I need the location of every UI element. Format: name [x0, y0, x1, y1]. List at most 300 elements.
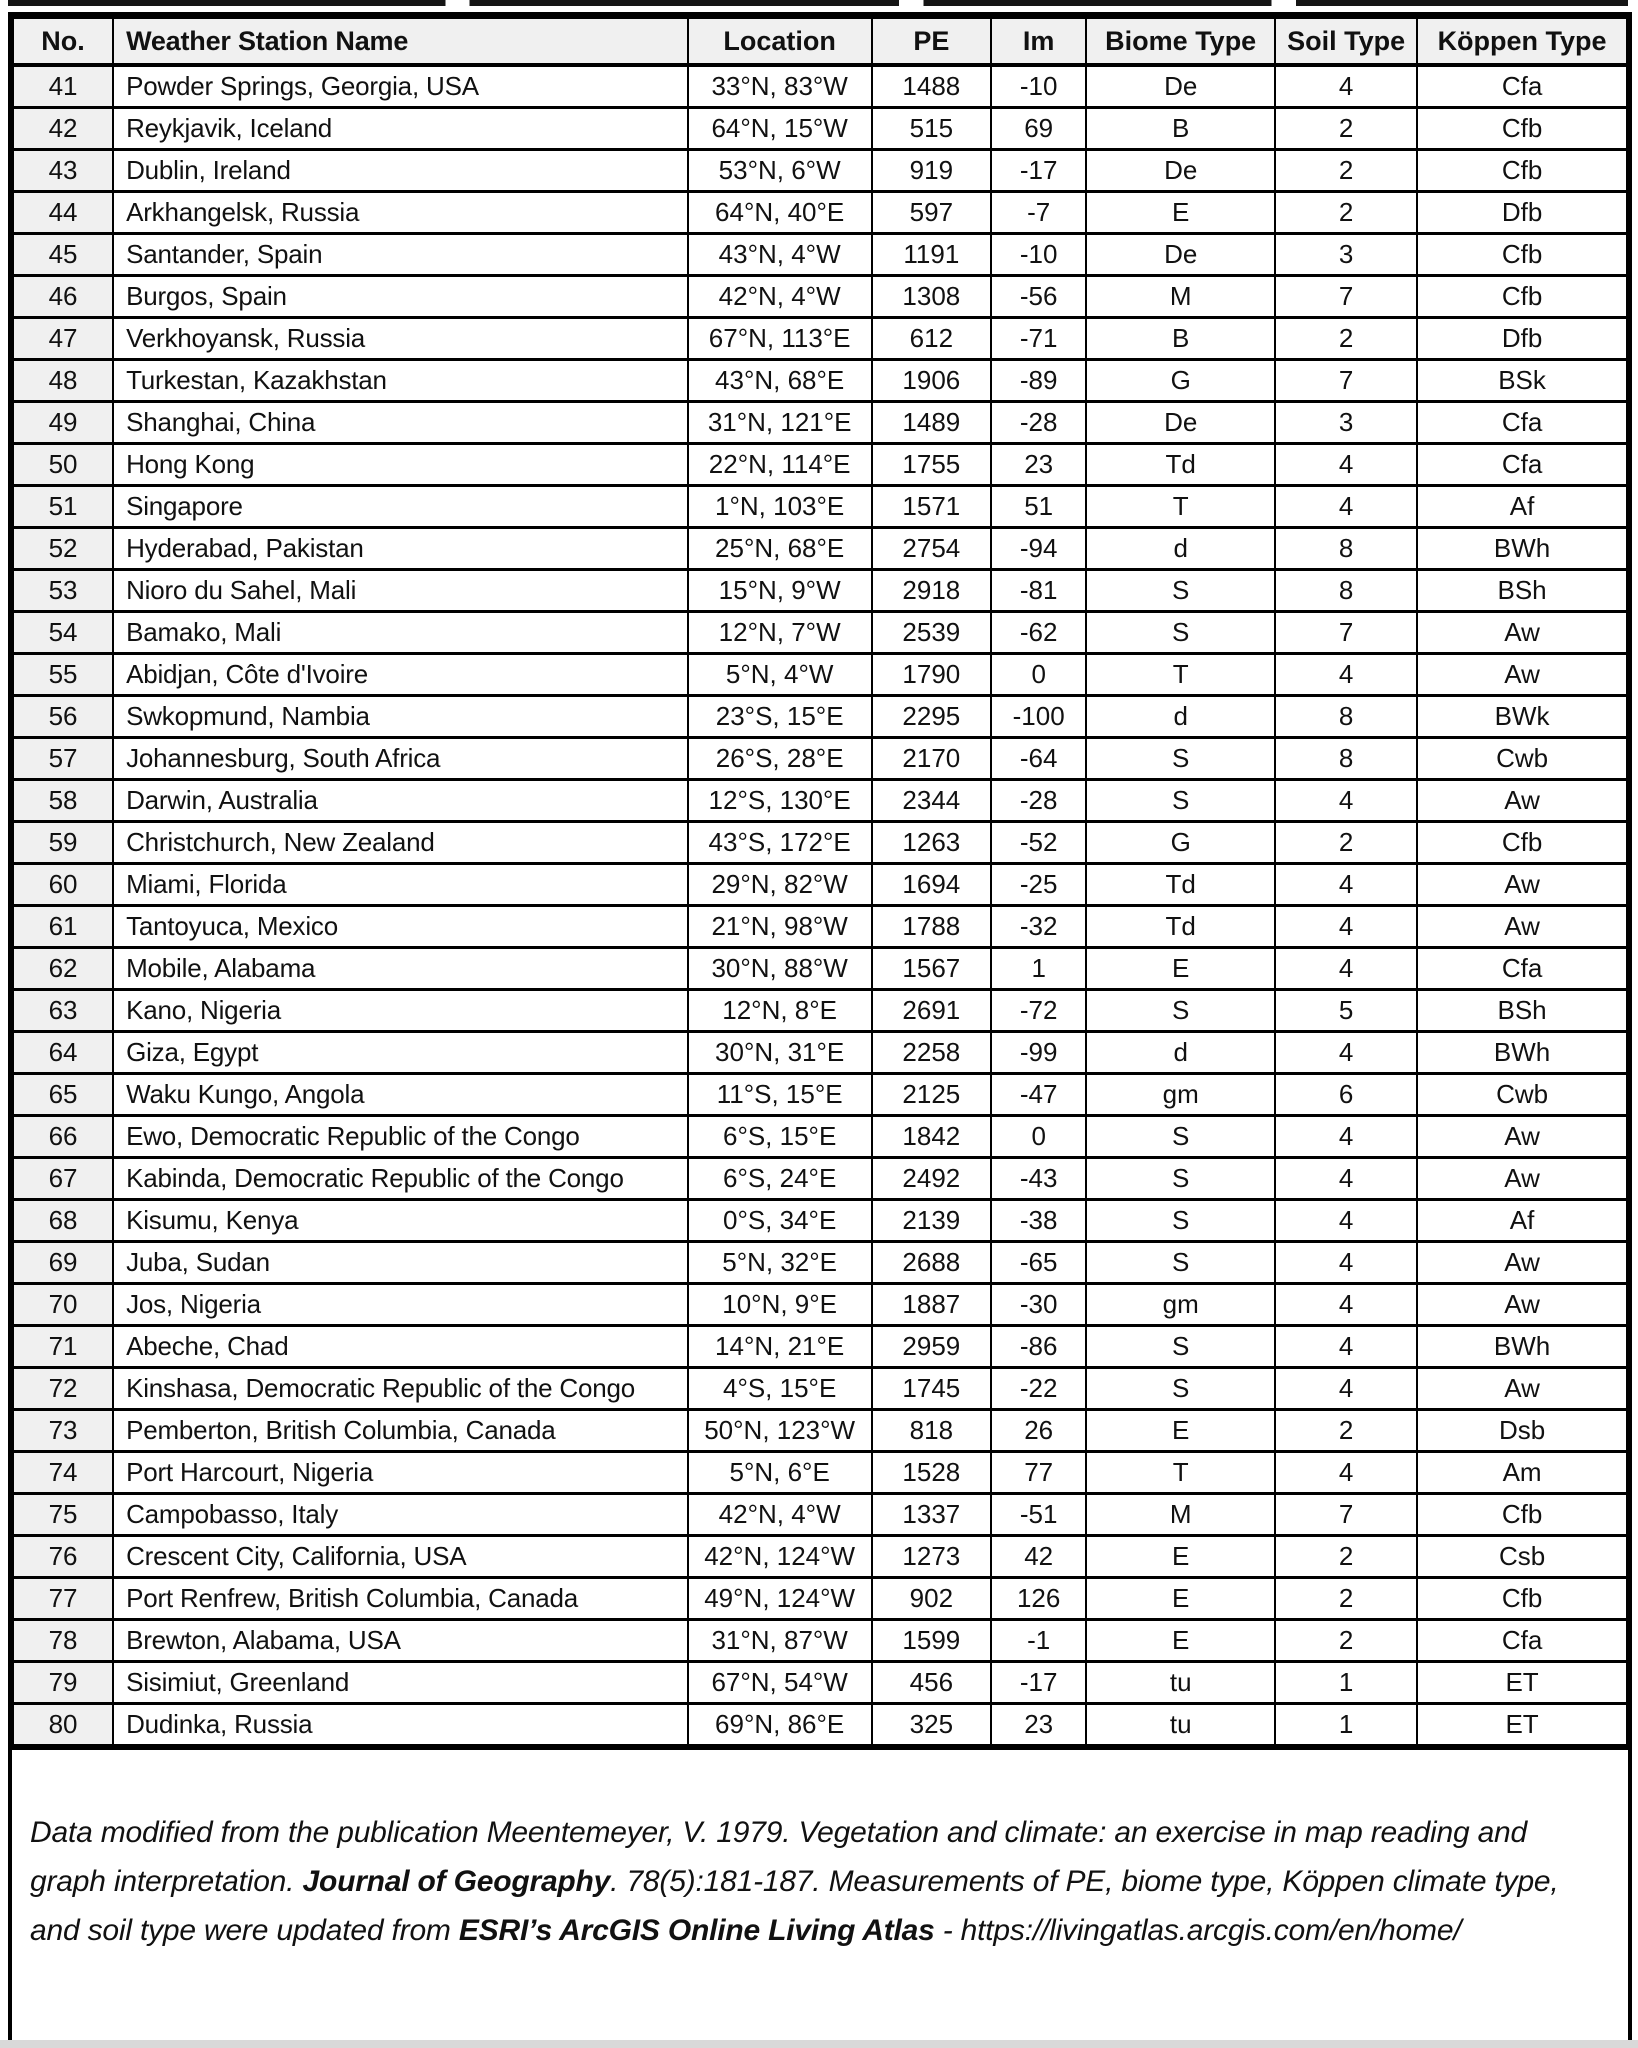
cell-row-number: 48	[13, 360, 113, 402]
cell-pe: 1887	[872, 1284, 991, 1326]
cell-koppen-type: Cfb	[1417, 822, 1627, 864]
cell-koppen-type: Cfa	[1417, 444, 1627, 486]
cell-soil-type: 8	[1275, 570, 1417, 612]
cell-soil-type: 4	[1275, 65, 1417, 108]
cell-soil-type: 4	[1275, 1032, 1417, 1074]
cell-location: 25°N, 68°E	[688, 528, 872, 570]
table-row	[13, 738, 1627, 780]
cell-biome-type: G	[1086, 360, 1275, 402]
table-body	[13, 65, 1627, 1746]
table-row	[13, 1032, 1627, 1074]
cell-koppen-type: BWh	[1417, 528, 1627, 570]
cell-koppen-type: Cfa	[1417, 948, 1627, 990]
cell-location: 33°N, 83°W	[688, 65, 872, 108]
cell-biome-type: S	[1086, 1326, 1275, 1368]
cell-koppen-type: Dfb	[1417, 318, 1627, 360]
table-row	[13, 696, 1627, 738]
cell-biome-type: E	[1086, 1410, 1275, 1452]
cell-row-number: 67	[13, 1158, 113, 1200]
cell-location: 10°N, 9°E	[688, 1284, 872, 1326]
cell-soil-type: 8	[1275, 528, 1417, 570]
cell-pe: 1191	[872, 234, 991, 276]
cell-koppen-type: Cwb	[1417, 1074, 1627, 1116]
cell-location: 53°N, 6°W	[688, 150, 872, 192]
cell-station-name: Juba, Sudan	[113, 1242, 688, 1284]
table-row	[13, 1242, 1627, 1284]
cell-location: 43°N, 68°E	[688, 360, 872, 402]
cell-location: 50°N, 123°W	[688, 1410, 872, 1452]
cell-location: 43°N, 4°W	[688, 234, 872, 276]
cell-im: -56	[991, 276, 1086, 318]
cell-biome-type: Td	[1086, 864, 1275, 906]
table-row	[13, 864, 1627, 906]
cell-location: 14°N, 21°E	[688, 1326, 872, 1368]
cell-location: 4°S, 15°E	[688, 1368, 872, 1410]
cell-location: 42°N, 124°W	[688, 1536, 872, 1578]
cell-soil-type: 7	[1275, 276, 1417, 318]
cell-im: -71	[991, 318, 1086, 360]
cell-pe: 1755	[872, 444, 991, 486]
cell-station-name: Verkhoyansk, Russia	[113, 318, 688, 360]
cell-pe: 1745	[872, 1368, 991, 1410]
cell-location: 12°S, 130°E	[688, 780, 872, 822]
cell-koppen-type: ET	[1417, 1704, 1627, 1746]
cell-station-name: Kinshasa, Democratic Republic of the Congo	[113, 1368, 688, 1410]
cell-koppen-type: Cwb	[1417, 738, 1627, 780]
table-row	[13, 1536, 1627, 1578]
cell-im: -28	[991, 780, 1086, 822]
cell-soil-type: 4	[1275, 780, 1417, 822]
cell-station-name: Kano, Nigeria	[113, 990, 688, 1032]
cell-station-name: Miami, Florida	[113, 864, 688, 906]
table-row	[13, 654, 1627, 696]
table-row	[13, 1494, 1627, 1536]
cell-pe: 1906	[872, 360, 991, 402]
cell-biome-type: De	[1086, 234, 1275, 276]
weather-station-table	[12, 16, 1628, 1747]
cell-pe: 2691	[872, 990, 991, 1032]
cell-station-name: Shanghai, China	[113, 402, 688, 444]
cell-biome-type: De	[1086, 402, 1275, 444]
cell-im: -94	[991, 528, 1086, 570]
cell-soil-type: 7	[1275, 1494, 1417, 1536]
cell-im: 51	[991, 486, 1086, 528]
cell-row-number: 70	[13, 1284, 113, 1326]
cell-biome-type: gm	[1086, 1284, 1275, 1326]
table-row	[13, 402, 1627, 444]
cell-location: 31°N, 121°E	[688, 402, 872, 444]
cell-im: -17	[991, 1662, 1086, 1704]
cell-pe: 2125	[872, 1074, 991, 1116]
cell-koppen-type: ET	[1417, 1662, 1627, 1704]
cell-station-name: Johannesburg, South Africa	[113, 738, 688, 780]
cell-soil-type: 4	[1275, 1200, 1417, 1242]
cell-station-name: Campobasso, Italy	[113, 1494, 688, 1536]
cell-pe: 612	[872, 318, 991, 360]
cell-station-name: Mobile, Alabama	[113, 948, 688, 990]
table-row	[13, 234, 1627, 276]
cell-row-number: 56	[13, 696, 113, 738]
cell-row-number: 75	[13, 1494, 113, 1536]
cell-pe: 1273	[872, 1536, 991, 1578]
cell-station-name: Sisimiut, Greenland	[113, 1662, 688, 1704]
cell-row-number: 61	[13, 906, 113, 948]
cell-row-number: 74	[13, 1452, 113, 1494]
cell-koppen-type: BSh	[1417, 570, 1627, 612]
cell-biome-type: Td	[1086, 444, 1275, 486]
table-row	[13, 1368, 1627, 1410]
cell-pe: 2344	[872, 780, 991, 822]
cell-pe: 597	[872, 192, 991, 234]
cell-location: 67°N, 113°E	[688, 318, 872, 360]
cell-row-number: 63	[13, 990, 113, 1032]
cell-biome-type: E	[1086, 948, 1275, 990]
source-citation-bold-segment: Journal of Geography	[302, 1865, 611, 1898]
cell-im: 69	[991, 108, 1086, 150]
cell-station-name: Kisumu, Kenya	[113, 1200, 688, 1242]
cell-soil-type: 4	[1275, 444, 1417, 486]
cell-biome-type: De	[1086, 150, 1275, 192]
cell-soil-type: 4	[1275, 1326, 1417, 1368]
cell-location: 30°N, 88°W	[688, 948, 872, 990]
table-row	[13, 570, 1627, 612]
table-row	[13, 276, 1627, 318]
cell-location: 0°S, 34°E	[688, 1200, 872, 1242]
cell-soil-type: 4	[1275, 654, 1417, 696]
cell-station-name: Darwin, Australia	[113, 780, 688, 822]
cell-koppen-type: Cfb	[1417, 1578, 1627, 1620]
cell-pe: 2258	[872, 1032, 991, 1074]
cell-im: 1	[991, 948, 1086, 990]
cell-pe: 2170	[872, 738, 991, 780]
cell-pe: 919	[872, 150, 991, 192]
cell-im: -47	[991, 1074, 1086, 1116]
source-citation-note	[12, 1747, 1628, 2048]
table-row	[13, 528, 1627, 570]
table-row	[13, 612, 1627, 654]
cell-biome-type: d	[1086, 696, 1275, 738]
cell-biome-type: T	[1086, 1452, 1275, 1494]
cell-location: 15°N, 9°W	[688, 570, 872, 612]
cell-station-name: Nioro du Sahel, Mali	[113, 570, 688, 612]
cell-im: 126	[991, 1578, 1086, 1620]
cell-koppen-type: BSh	[1417, 990, 1627, 1032]
cell-pe: 1337	[872, 1494, 991, 1536]
cell-location: 6°S, 24°E	[688, 1158, 872, 1200]
cell-station-name: Bamako, Mali	[113, 612, 688, 654]
cell-location: 64°N, 40°E	[688, 192, 872, 234]
column-header-soil-type: Soil Type	[1275, 18, 1417, 66]
cell-station-name: Dudinka, Russia	[113, 1704, 688, 1746]
table-row	[13, 1704, 1627, 1746]
cell-biome-type: E	[1086, 1620, 1275, 1662]
cell-station-name: Waku Kungo, Angola	[113, 1074, 688, 1116]
cell-biome-type: B	[1086, 318, 1275, 360]
cell-pe: 456	[872, 1662, 991, 1704]
cell-soil-type: 2	[1275, 1410, 1417, 1452]
cell-row-number: 53	[13, 570, 113, 612]
cell-biome-type: E	[1086, 1578, 1275, 1620]
cell-row-number: 73	[13, 1410, 113, 1452]
cell-koppen-type: Cfa	[1417, 65, 1627, 108]
cell-station-name: Giza, Egypt	[113, 1032, 688, 1074]
cell-koppen-type: Csb	[1417, 1536, 1627, 1578]
cell-station-name: Arkhangelsk, Russia	[113, 192, 688, 234]
cell-station-name: Abidjan, Côte d'Ivoire	[113, 654, 688, 696]
cell-im: -30	[991, 1284, 1086, 1326]
cell-row-number: 47	[13, 318, 113, 360]
cell-soil-type: 4	[1275, 906, 1417, 948]
cell-soil-type: 8	[1275, 738, 1417, 780]
cell-biome-type: Td	[1086, 906, 1275, 948]
cell-biome-type: S	[1086, 1200, 1275, 1242]
cell-row-number: 62	[13, 948, 113, 990]
cell-biome-type: d	[1086, 1032, 1275, 1074]
cell-biome-type: tu	[1086, 1662, 1275, 1704]
cell-soil-type: 2	[1275, 150, 1417, 192]
cell-station-name: Powder Springs, Georgia, USA	[113, 65, 688, 108]
cell-location: 29°N, 82°W	[688, 864, 872, 906]
cell-soil-type: 2	[1275, 318, 1417, 360]
cell-pe: 2139	[872, 1200, 991, 1242]
column-header-biome-type: Biome Type	[1086, 18, 1275, 66]
cell-pe: 2539	[872, 612, 991, 654]
cell-station-name: Dublin, Ireland	[113, 150, 688, 192]
cell-soil-type: 4	[1275, 486, 1417, 528]
column-header-station-name: Weather Station Name	[113, 18, 688, 66]
cell-soil-type: 3	[1275, 234, 1417, 276]
cell-pe: 2918	[872, 570, 991, 612]
cell-biome-type: De	[1086, 65, 1275, 108]
cell-location: 5°N, 4°W	[688, 654, 872, 696]
cell-koppen-type: Aw	[1417, 1242, 1627, 1284]
cell-koppen-type: Dsb	[1417, 1410, 1627, 1452]
cell-pe: 1567	[872, 948, 991, 990]
cell-soil-type: 4	[1275, 1242, 1417, 1284]
cell-row-number: 71	[13, 1326, 113, 1368]
cell-koppen-type: Cfa	[1417, 402, 1627, 444]
cell-location: 12°N, 8°E	[688, 990, 872, 1032]
cell-pe: 1308	[872, 276, 991, 318]
cell-biome-type: S	[1086, 990, 1275, 1032]
cell-biome-type: M	[1086, 276, 1275, 318]
cell-station-name: Santander, Spain	[113, 234, 688, 276]
cell-soil-type: 2	[1275, 822, 1417, 864]
cell-koppen-type: Aw	[1417, 1116, 1627, 1158]
cell-soil-type: 2	[1275, 108, 1417, 150]
cell-row-number: 49	[13, 402, 113, 444]
cell-location: 64°N, 15°W	[688, 108, 872, 150]
cell-location: 69°N, 86°E	[688, 1704, 872, 1746]
table-row	[13, 192, 1627, 234]
cell-koppen-type: BWh	[1417, 1032, 1627, 1074]
cell-im: -81	[991, 570, 1086, 612]
cell-soil-type: 5	[1275, 990, 1417, 1032]
table-row	[13, 822, 1627, 864]
cell-soil-type: 2	[1275, 1578, 1417, 1620]
cell-station-name: Kabinda, Democratic Republic of the Congo	[113, 1158, 688, 1200]
cell-koppen-type: Cfb	[1417, 276, 1627, 318]
table-row	[13, 1452, 1627, 1494]
cell-station-name: Crescent City, California, USA	[113, 1536, 688, 1578]
cell-location: 5°N, 6°E	[688, 1452, 872, 1494]
cell-row-number: 44	[13, 192, 113, 234]
cell-soil-type: 6	[1275, 1074, 1417, 1116]
cell-row-number: 45	[13, 234, 113, 276]
cell-location: 42°N, 4°W	[688, 276, 872, 318]
cell-koppen-type: Aw	[1417, 654, 1627, 696]
source-citation-segment: Data modified from the publication Meentemeyer, V. 1979. Vegetation and climate: an exercise in map reading and graph interpretation.	[30, 1816, 1528, 1898]
cell-row-number: 68	[13, 1200, 113, 1242]
cell-im: -25	[991, 864, 1086, 906]
cell-pe: 1599	[872, 1620, 991, 1662]
column-header-pe: PE	[872, 18, 991, 66]
cell-row-number: 42	[13, 108, 113, 150]
header-row	[13, 18, 1627, 66]
source-citation-bold-segment: ESRI’s ArcGIS Online Living Atlas	[458, 1914, 935, 1947]
table-row	[13, 1158, 1627, 1200]
cell-biome-type: tu	[1086, 1704, 1275, 1746]
cell-biome-type: S	[1086, 570, 1275, 612]
cell-biome-type: S	[1086, 780, 1275, 822]
cell-im: -1	[991, 1620, 1086, 1662]
cell-row-number: 50	[13, 444, 113, 486]
cell-pe: 1488	[872, 65, 991, 108]
table-row	[13, 360, 1627, 402]
cell-im: -100	[991, 696, 1086, 738]
cell-station-name: Christchurch, New Zealand	[113, 822, 688, 864]
cell-station-name: Hong Kong	[113, 444, 688, 486]
cell-soil-type: 7	[1275, 360, 1417, 402]
table-row	[13, 780, 1627, 822]
cell-station-name: Pemberton, British Columbia, Canada	[113, 1410, 688, 1452]
table-frame	[8, 12, 1632, 2048]
cell-station-name: Reykjavik, Iceland	[113, 108, 688, 150]
cell-pe: 2754	[872, 528, 991, 570]
table-row	[13, 1620, 1627, 1662]
cell-im: 26	[991, 1410, 1086, 1452]
cell-koppen-type: Cfb	[1417, 150, 1627, 192]
cell-pe: 1790	[872, 654, 991, 696]
cell-row-number: 59	[13, 822, 113, 864]
cell-location: 1°N, 103°E	[688, 486, 872, 528]
cell-pe: 2295	[872, 696, 991, 738]
table-row	[13, 948, 1627, 990]
cell-im: 23	[991, 1704, 1086, 1746]
cell-location: 26°S, 28°E	[688, 738, 872, 780]
cell-location: 43°S, 172°E	[688, 822, 872, 864]
cell-row-number: 43	[13, 150, 113, 192]
cell-koppen-type: Cfb	[1417, 108, 1627, 150]
cell-biome-type: M	[1086, 1494, 1275, 1536]
cell-im: -89	[991, 360, 1086, 402]
cell-im: -17	[991, 150, 1086, 192]
cell-im: -43	[991, 1158, 1086, 1200]
table-row	[13, 444, 1627, 486]
cell-location: 67°N, 54°W	[688, 1662, 872, 1704]
cell-pe: 1842	[872, 1116, 991, 1158]
table-row	[13, 318, 1627, 360]
cell-koppen-type: Am	[1417, 1452, 1627, 1494]
cell-location: 30°N, 31°E	[688, 1032, 872, 1074]
cell-pe: 1694	[872, 864, 991, 906]
cell-location: 5°N, 32°E	[688, 1242, 872, 1284]
cell-koppen-type: BWh	[1417, 1326, 1627, 1368]
table-row	[13, 1326, 1627, 1368]
cell-pe: 325	[872, 1704, 991, 1746]
cell-pe: 1263	[872, 822, 991, 864]
cell-im: -51	[991, 1494, 1086, 1536]
cell-soil-type: 4	[1275, 1368, 1417, 1410]
cell-row-number: 64	[13, 1032, 113, 1074]
cell-station-name: Port Renfrew, British Columbia, Canada	[113, 1578, 688, 1620]
column-header-location: Location	[688, 18, 872, 66]
cell-biome-type: E	[1086, 192, 1275, 234]
cell-im: -64	[991, 738, 1086, 780]
cell-row-number: 78	[13, 1620, 113, 1662]
column-header-koppen-type: Köppen Type	[1417, 18, 1627, 66]
cell-im: 23	[991, 444, 1086, 486]
cell-station-name: Ewo, Democratic Republic of the Congo	[113, 1116, 688, 1158]
cell-row-number: 58	[13, 780, 113, 822]
cell-biome-type: B	[1086, 108, 1275, 150]
cell-location: 42°N, 4°W	[688, 1494, 872, 1536]
column-header-im: Im	[991, 18, 1086, 66]
cell-pe: 1528	[872, 1452, 991, 1494]
cell-koppen-type: Aw	[1417, 1158, 1627, 1200]
table-row	[13, 150, 1627, 192]
cell-row-number: 80	[13, 1704, 113, 1746]
cell-im: 0	[991, 654, 1086, 696]
cell-soil-type: 4	[1275, 1284, 1417, 1326]
cell-koppen-type: Aw	[1417, 906, 1627, 948]
cell-im: -86	[991, 1326, 1086, 1368]
cell-station-name: Brewton, Alabama, USA	[113, 1620, 688, 1662]
cell-im: 77	[991, 1452, 1086, 1494]
cell-koppen-type: BWk	[1417, 696, 1627, 738]
cell-koppen-type: BSk	[1417, 360, 1627, 402]
cell-station-name: Hyderabad, Pakistan	[113, 528, 688, 570]
cell-im: -99	[991, 1032, 1086, 1074]
cell-row-number: 51	[13, 486, 113, 528]
cell-soil-type: 2	[1275, 1536, 1417, 1578]
cell-location: 21°N, 98°W	[688, 906, 872, 948]
cell-station-name: Swkopmund, Nambia	[113, 696, 688, 738]
cell-im: -10	[991, 65, 1086, 108]
table-row	[13, 1662, 1627, 1704]
cell-im: -32	[991, 906, 1086, 948]
cell-im: -65	[991, 1242, 1086, 1284]
column-header-no: No.	[13, 18, 113, 66]
cell-im: -72	[991, 990, 1086, 1032]
cell-row-number: 54	[13, 612, 113, 654]
cell-location: 49°N, 124°W	[688, 1578, 872, 1620]
cell-koppen-type: Aw	[1417, 780, 1627, 822]
cell-soil-type: 3	[1275, 402, 1417, 444]
cell-biome-type: d	[1086, 528, 1275, 570]
cell-soil-type: 8	[1275, 696, 1417, 738]
cell-row-number: 79	[13, 1662, 113, 1704]
cell-station-name: Jos, Nigeria	[113, 1284, 688, 1326]
cell-biome-type: S	[1086, 1368, 1275, 1410]
cell-location: 31°N, 87°W	[688, 1620, 872, 1662]
cell-row-number: 76	[13, 1536, 113, 1578]
cell-biome-type: gm	[1086, 1074, 1275, 1116]
cell-pe: 2959	[872, 1326, 991, 1368]
cell-soil-type: 1	[1275, 1704, 1417, 1746]
cell-station-name: Tantoyuca, Mexico	[113, 906, 688, 948]
cell-location: 11°S, 15°E	[688, 1074, 872, 1116]
